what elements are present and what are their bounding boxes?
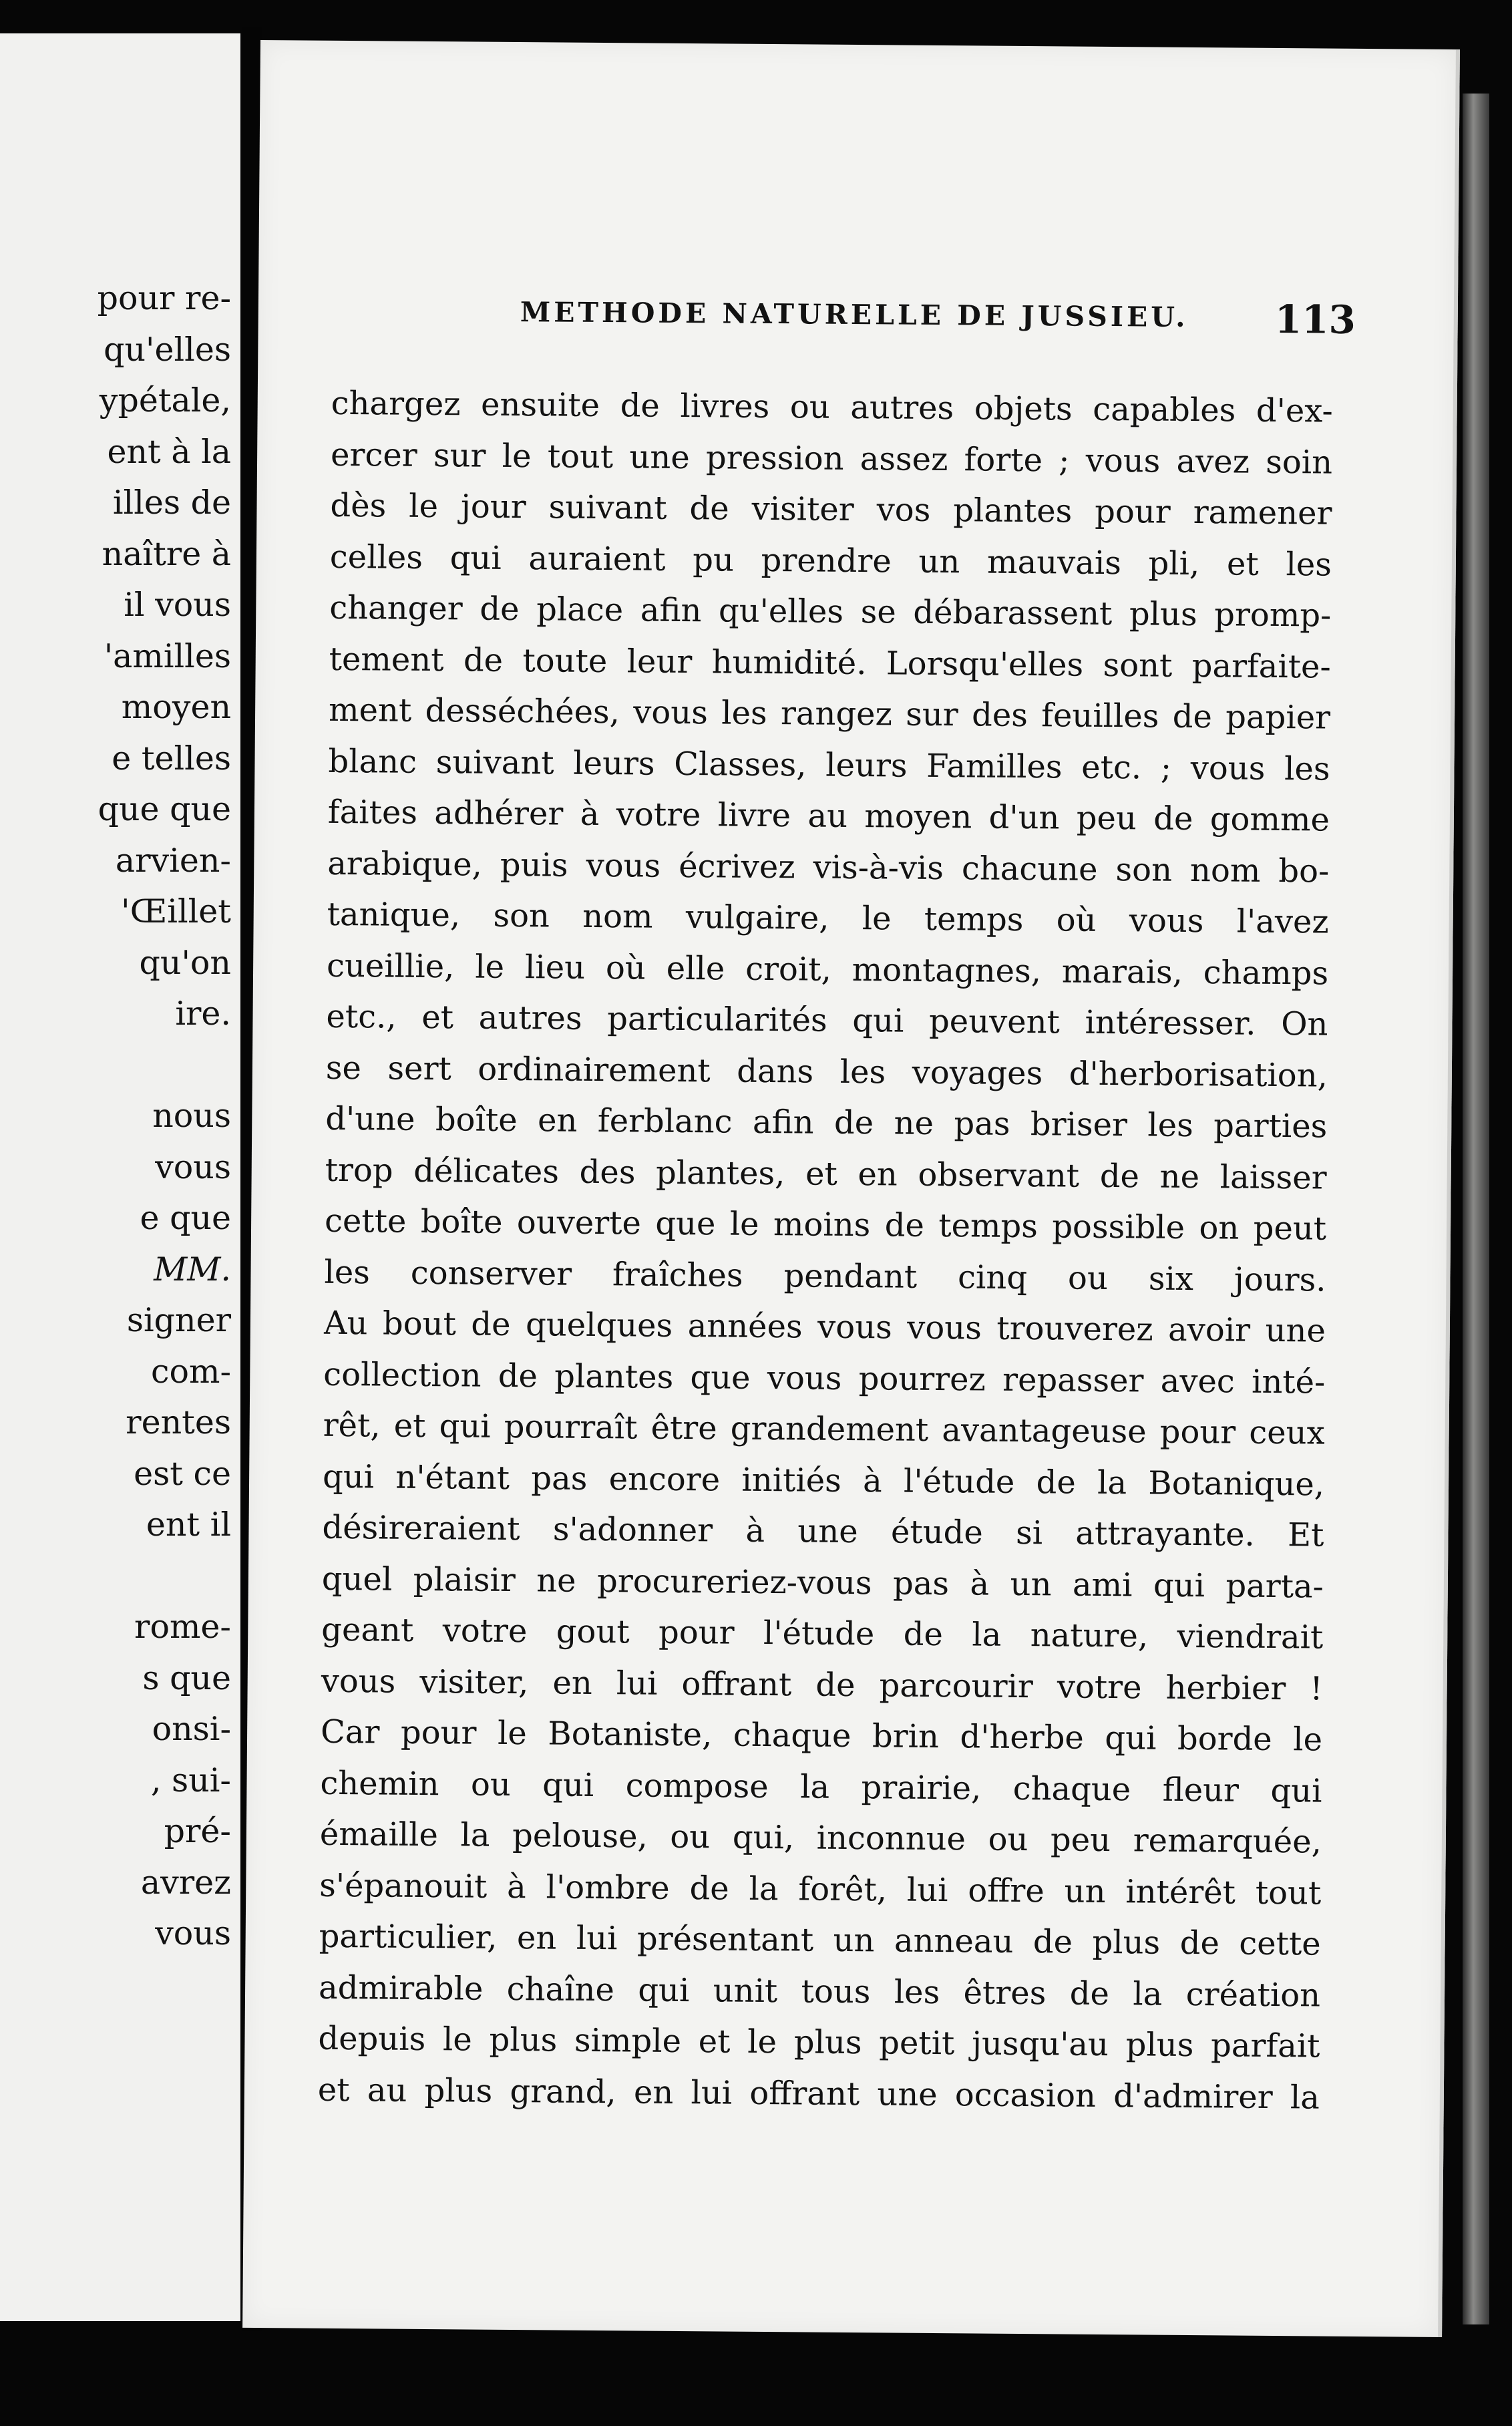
text-line: ercer sur le tout une pression assez forte ; vous avez soin [330,436,1333,482]
running-head: METHODE NATURELLE DE JUSSIEU. [520,296,1189,333]
previous-page-line: rentes [126,1403,231,1441]
previous-page-line: arvien- [115,841,231,880]
text-line: arabique, puis vous écrivez vis-à-vis chacune son nom bo- [327,844,1330,890]
text-line: geant votre gout pour l'étude de la nature, viendrait [321,1610,1324,1657]
previous-page-line: qu'elles [104,330,231,369]
previous-page-fragment [0,33,240,2321]
text-line: trop délicates des plantes, et en observant de ne laisser [325,1151,1327,1197]
previous-page-line: e que [140,1199,231,1237]
page-number: 113 [1274,296,1356,343]
previous-page-line: ire. [175,995,231,1033]
text-line: désireraient s'adonner à une étude si attrayante. Et [322,1508,1324,1554]
text-line: blanc suivant leurs Classes, leurs Familles etc. ; vous les [328,742,1330,788]
page-edge [1463,94,1489,2324]
previous-page-line: avrez [140,1863,231,1902]
previous-page-line: onsi- [152,1710,231,1748]
text-line: depuis le plus simple et le plus petit jusqu'au plus parfait [318,2019,1320,2065]
previous-page-line: vous [155,1148,231,1186]
text-line: rêt, et qui pourraît être grandement avantageuse pour ceux [323,1406,1325,1452]
text-line: Car pour le Botaniste, chaque brin d'herbe qui borde le [320,1713,1323,1759]
previous-page-line: rome- [134,1608,231,1646]
previous-page-line: nous [152,1097,231,1135]
text-line: chargez ensuite de livres ou autres objets capables d'ex- [331,384,1333,430]
previous-page-line: que que [98,790,231,828]
text-line: collection de plantes que vous pourrez repasser avec inté- [323,1355,1326,1401]
text-line: s'épanouit à l'ombre de la forêt, lui offre un intérêt tout [319,1866,1322,1912]
previous-page-line: est ce [134,1454,231,1493]
text-line: émaille la pelouse, ou qui, inconnue ou peu remarquée, [319,1815,1322,1861]
previous-page-line: 'Œillet [121,892,231,930]
text-line: cette boîte ouverte que le moins de temps possible on peut [324,1202,1327,1248]
previous-page-line: il vous [124,586,231,624]
text-line: particulier, en lui présentant un anneau de plus de cette [319,1917,1321,1963]
text-line: faites adhérer à votre livre au moyen d'un peu de gomme [327,793,1330,839]
text-line: tement de toute leur humidité. Lorsqu'elles sont parfaite- [329,640,1331,686]
text-line: chemin ou qui compose la prairie, chaque fleur qui [320,1764,1322,1810]
previous-page-line: illes de [112,484,231,522]
text-line: vous visiter, en lui offrant de parcourir votre herbier ! [321,1662,1323,1708]
previous-page-line: e telles [112,739,231,777]
previous-page-line: com- [151,1352,231,1391]
text-line: etc., et autres particularités qui peuvent intéresser. On [326,997,1328,1043]
text-line: admirable chaîne qui unit tous les êtres de la création [318,1968,1321,2015]
previous-page-line: MM. [154,1250,231,1288]
current-page [242,40,1460,2337]
text-line: les conserver fraîches pendant cinq ou six jours. [324,1253,1326,1299]
body-text [318,378,1333,2123]
previous-page-line: s que [142,1659,231,1697]
previous-page-line: ent il [146,1506,231,1544]
text-line: d'une boîte en ferblanc afin de ne pas briser les parties [325,1099,1328,1146]
text-line: Au bout de quelques années vous vous trouverez avoir une [323,1304,1326,1350]
previous-page-line: naître à [102,534,231,573]
previous-page-line: ent à la [107,432,231,471]
previous-page-line: signer [126,1301,231,1339]
previous-page-line: vous [155,1914,231,1952]
previous-page-line: pré- [164,1812,231,1850]
previous-page-line: moyen [121,688,231,726]
previous-page-line: , sui- [150,1761,231,1799]
previous-page-line: 'amilles [104,637,231,675]
text-line: ment desséchées, vous les rangez sur des feuilles de papier [328,691,1331,737]
previous-page-line: ypétale, [99,381,231,419]
text-line: et au plus grand, en lui offrant une occasion d'admirer la [317,2071,1320,2117]
text-line: se sert ordinairement dans les voyages d'herborisation, [325,1049,1328,1095]
text-line: tanique, son nom vulgaire, le temps où vous l'avez [327,895,1329,941]
text-line: qui n'étant pas encore initiés à l'étude de la Botanique, [322,1457,1325,1504]
text-line: cueillie, le lieu où elle croit, montagnes, marais, champs [326,946,1329,993]
text-line: celles qui auraient pu prendre un mauvais pli, et les [329,538,1332,584]
text-line: dès le jour suivant de visiter vos plantes pour ramener [330,486,1332,532]
text-line: changer de place afin qu'elles se débarassent plus promp- [329,588,1332,635]
text-line: quel plaisir ne procureriez-vous pas à un ami qui parta- [321,1560,1324,1606]
previous-page-line: pour re- [97,279,231,317]
previous-page-line: qu'on [139,943,231,982]
